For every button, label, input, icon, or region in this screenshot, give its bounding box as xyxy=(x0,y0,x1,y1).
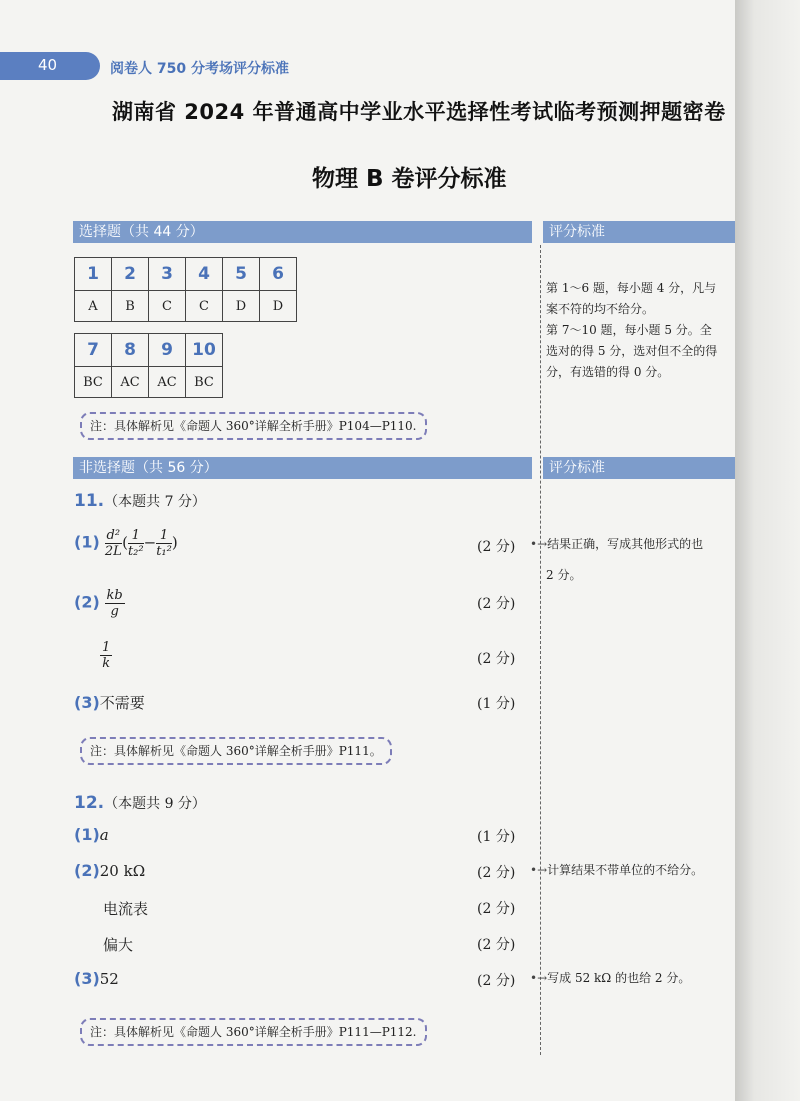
mc-reference-note: 注：具体解析见《命题人 360°详解全析手册》P104—P110. xyxy=(80,412,427,440)
q-answer: D xyxy=(223,291,260,322)
q11-heading: 11.（本题共 7 分） xyxy=(74,491,206,511)
q12-part3-answer: (3)52 xyxy=(74,969,119,988)
nonmc-section-bar: 非选择题（共 56 分） xyxy=(73,457,532,479)
q11-criteria: •→结果正确，写成其他形式的也 2 分。 xyxy=(530,537,704,582)
q12-part2-answer: (2)20 kΩ xyxy=(74,861,146,880)
next-page-edge xyxy=(735,0,800,1101)
answer-table-1 xyxy=(74,257,297,322)
q-number: 10 xyxy=(186,334,223,367)
q-number: 6 xyxy=(260,258,297,291)
q12-part2-answer-b: 电流表 xyxy=(103,900,149,918)
q-answer: D xyxy=(260,291,297,322)
document-subtitle: 物理 B 卷评分标准 xyxy=(312,166,507,192)
q12-reference-note: 注：具体解析见《命题人 360°详解全析手册》P111—P112. xyxy=(80,1018,427,1046)
q11-part2-answer-b: $\frac{1}{k}$ xyxy=(102,640,111,671)
q-number: 1 xyxy=(75,258,112,291)
q-number: 9 xyxy=(149,334,186,367)
q12-part1-points: (1 分) xyxy=(477,829,516,845)
q-number: 2 xyxy=(112,258,149,291)
q11-part3-answer: (3)不需要 xyxy=(74,693,145,712)
q-answer: BC xyxy=(75,367,112,398)
nonmc-criteria-bar: 评分标准 xyxy=(543,457,735,479)
column-divider xyxy=(540,245,541,1055)
q12-part2-points-b: (2 分) xyxy=(477,901,516,917)
q-number: 4 xyxy=(186,258,223,291)
q-answer: BC xyxy=(186,367,223,398)
q12-criteria-1: •→计算结果不带单位的不给分。 xyxy=(530,863,704,877)
q11-part2-points-b: (2 分) xyxy=(477,651,516,667)
q11-part2-answer-a: (2) $\frac{kb}{g}$ xyxy=(74,588,123,619)
q-answer: AC xyxy=(149,367,186,398)
q11-part3-points: (1 分) xyxy=(477,696,516,712)
q-answer: AC xyxy=(112,367,149,398)
q-answer: A xyxy=(75,291,112,322)
q12-part2-answer-c: 偏大 xyxy=(103,936,134,954)
mc-section-bar: 选择题（共 44 分） xyxy=(73,221,532,243)
q-answer: B xyxy=(112,291,149,322)
q11-reference-note: 注：具体解析见《命题人 360°详解全析手册》P111。 xyxy=(80,737,392,765)
arrow-icon: •→ xyxy=(530,971,548,985)
answer-table-2 xyxy=(74,333,223,398)
arrow-icon: •→ xyxy=(530,863,548,877)
q-answer: C xyxy=(149,291,186,322)
mc-criteria-bar: 评分标准 xyxy=(543,221,735,243)
q-answer: C xyxy=(186,291,223,322)
q-number: 3 xyxy=(149,258,186,291)
q12-part2-points: (2 分) xyxy=(477,865,516,881)
q11-part1-points: (2 分) xyxy=(477,539,516,555)
arrow-icon: •→ xyxy=(530,537,548,551)
document-title: 湖南省 2024 年普通高中学业水平选择性考试临考预测押题密卷 xyxy=(112,100,726,124)
page-number: 40 xyxy=(38,56,58,74)
q12-heading: 12.（本题共 9 分） xyxy=(74,793,206,813)
q12-part3-points: (2 分) xyxy=(477,973,516,989)
q-number: 8 xyxy=(112,334,149,367)
running-header: 阅卷人 750 分考场评分标准 xyxy=(110,61,289,77)
q12-part2-points-c: (2 分) xyxy=(477,937,516,953)
q11-part1-answer: (1) $\frac{\text{d²}}{2L}$ ( $\frac{1}{\text{t₂²}}$ − $\frac{1}{\text{t₁²}}$ ) xyxy=(74,528,178,559)
q12-part1-answer: (1)a xyxy=(74,825,109,844)
q12-criteria-2: •→写成 52 kΩ 的也给 2 分。 xyxy=(530,971,691,985)
q-number: 7 xyxy=(75,334,112,367)
q11-part2-points-a: (2 分) xyxy=(477,596,516,612)
mc-criteria-text: 第 1～6 题，每小题 4 分，凡与 案不符的均不给分。 第 7～10 题，每小题 5 分。全 选对的得 5 分，选对但不全的得 分，有选错的得 0 分。 xyxy=(546,281,718,379)
q-number: 5 xyxy=(223,258,260,291)
